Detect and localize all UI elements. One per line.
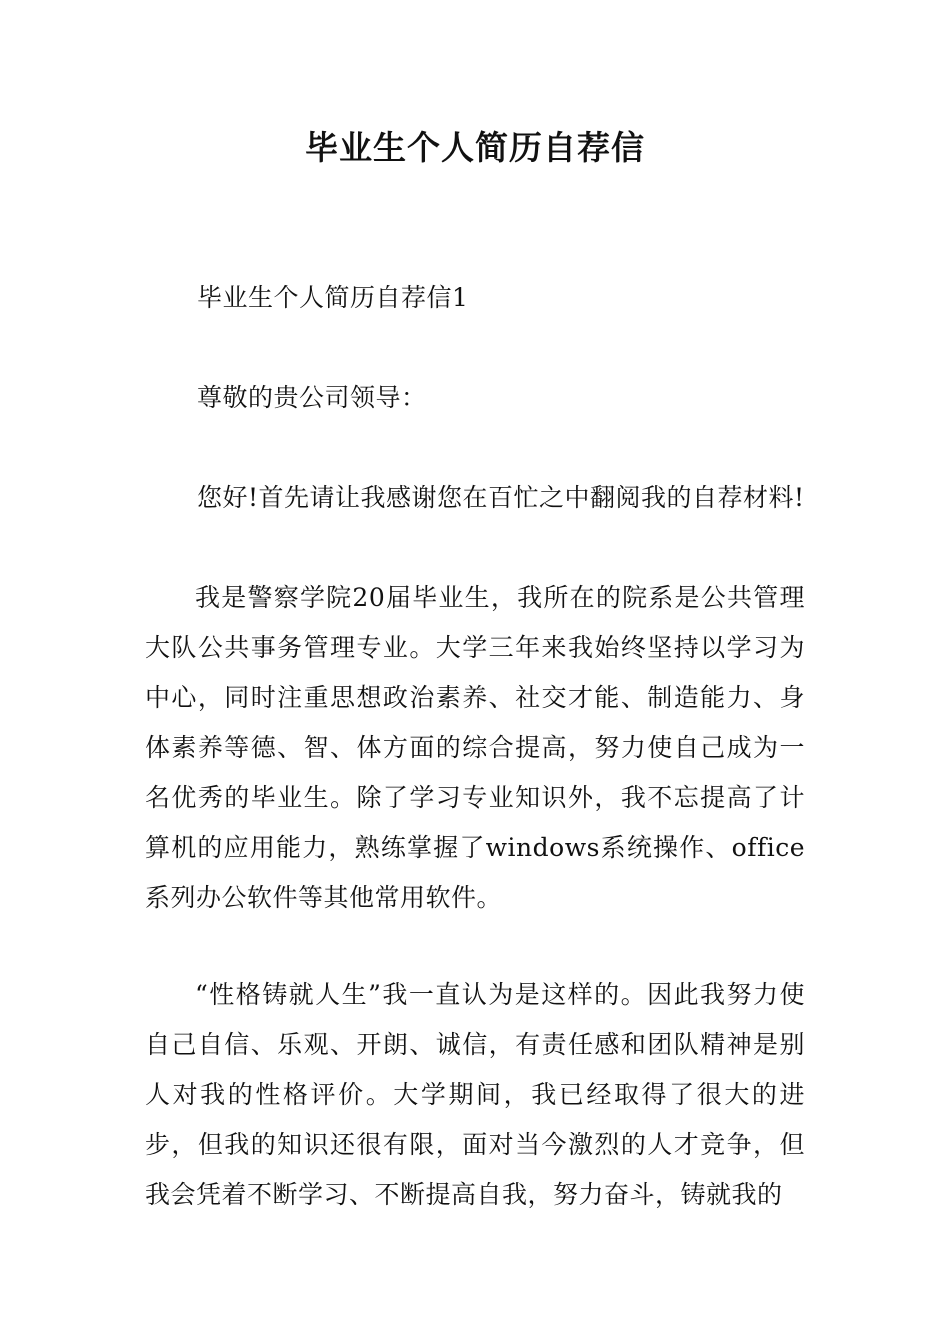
greeting-line: 您好!首先请让我感谢您在百忙之中翻阅我的自荐材料! bbox=[197, 483, 805, 512]
section-heading: 毕业生个人简历自荐信1 bbox=[197, 283, 469, 312]
body-paragraph-1: 我是警察学院20届毕业生，我所在的院系是公共管理大队公共事务管理专业。大学三年来我始终坚持以学习为中心，同时注重思想政治素养、社交才能、制造能力、身体素养等德、智、体方面的综合提高，努力使自己成为一名优秀的毕业生。除了学习专业知识外，我不忘提高了计算机的应用能力，熟练掌握了windows系统操作、office系列办公软件等其他常用软件。 bbox=[145, 583, 805, 912]
body-paragraph-2: “性格铸就人生”我一直认为是这样的。因此我努力使自己自信、乐观、开朗、诚信，有责任感和团队精神是别人对我的性格评价。大学期间，我已经取得了很大的进步，但我的知识还很有限，面对当今激烈的人才竞争，但我会凭着不断学习、不断提高自我，努力奋斗，铸就我的 bbox=[145, 980, 805, 1209]
salutation: 尊敬的贵公司领导： bbox=[197, 383, 427, 412]
document-title: 毕业生个人简历自荐信 bbox=[305, 128, 645, 167]
